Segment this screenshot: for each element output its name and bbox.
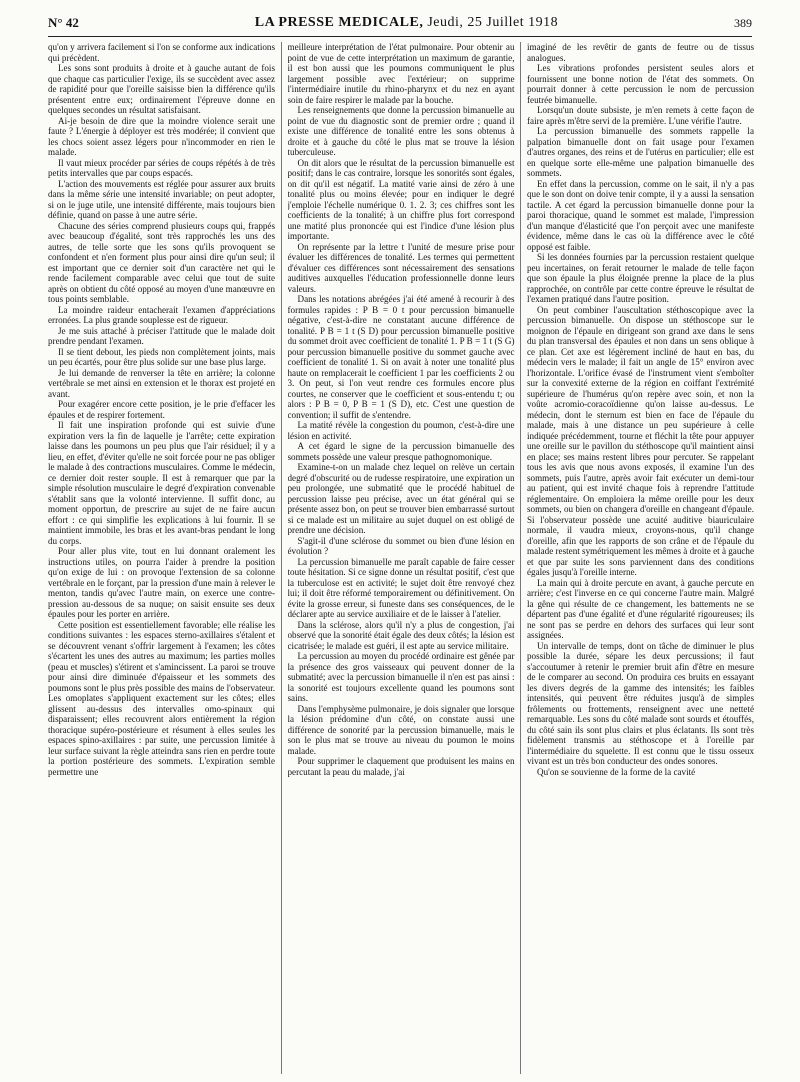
paragraph: Pour exagérer encore cette position, je le prie d'effacer les épaules et de respirer fortement. [48,399,275,420]
paragraph: Dans l'emphysème pulmonaire, je dois signaler que lorsque la lésion prédomine d'un côté, on constate aussi une différence de sonorité par la percussion bimanuelle, mais le son le plus mat se trouve au niveau du poumon le moins malade. [287,703,515,756]
paragraph: Il vaut mieux procéder par séries de coups répétés à de très petits intervalles que par coups espacés. [48,157,275,178]
column-divider [281,42,282,1074]
paragraph: On dit alors que le résultat de la percussion bimanuelle est positif; dans le cas contraire, lorsque les sonorités sont égales, on dit qu'il est négatif. La matité varie ainsi de zéro à une tonalité plus ou moins élevée; pour en indiquer le degré j'emploie l'échelle numérique 0. 1. 2. 3; ces chiffres sont les coefficients de la tonalité; à un chiffre plus fort correspond une matité plus prononcée qui est l'indice d'une lésion plus importante. [287,157,515,241]
journal-name: LA PRESSE MEDICALE, [254,15,424,30]
paragraph: La main qui à droite percute en avant, à gauche percute en arrière; c'est l'inverse en ce qui concerne l'autre main. Malgré la gêne qui résulte de ce changement, les battements ne se départent pas d'une égalité et d'une régularité rigoureuses; ils ne sont pas se perdre en dehors des surfaces qui leur sont assignées. [527,577,754,640]
paragraph: Pour supprimer le claquement que produisent les mains en percutant la peau du malade, j'ai [287,756,515,777]
paragraph: A cet égard le signe de la percussion bimanuelle des sommets possède une valeur presque pathognomonique. [287,441,515,462]
paragraph: On représente par la lettre t l'unité de mesure prise pour évaluer les différences de tonalité. Les termes qui permettent d'évaluer ces différences sont nécessairement des sensations auditives auxquelles l'éducation professionnelle donne leurs valeurs. [287,241,515,294]
paragraph: Il se tient debout, les pieds non complètement joints, mais un peu écartés, pour être plus solide sur une base plus large. [48,346,275,367]
running-title [255,15,558,31]
paragraph: Lorsqu'un doute subsiste, je m'en remets à cette façon de faire après m'être servi de la première. L'une vérifie l'autre. [527,105,754,126]
page-header [48,10,752,37]
paragraph: meilleure interprétation de l'état pulmonaire. Pour obtenir au point de vue de cette interprétation un maximum de garantie, il est bon aussi que les poumons communiquent le plus largement possible avec l'extérieur; on supprime l'intermédiaire inutile du rhino-pharynx et du nez en ayant soin de faire respirer le malade par la bouche. [287,42,515,105]
paragraph: imaginé de les revêtir de gants de feutre ou de tissus analogues. [527,42,754,63]
paragraph: Examine-t-on un malade chez lequel on relève un certain degré d'obscurité ou de rudesse respiratoire, une expiration un peu prolongée, une submatité que le procédé habituel de percussion laisse peu précise, avec un état général qui se présente assez bon, on peut se trouver bien embarrassé surtout si ce malade est un militaire au sujet duquel on est obligé de prendre une décision. [287,462,515,535]
paragraph: Cette position est essentiellement favorable; elle réalise les conditions suivantes : les espaces sterno-axillaires s'étalent et se découvrent venant s'offrir largement à l'examen; les côtes s'écartent les unes des autres au maximum; les parties molles (peau et muscles) s'étirent et s'amincissent. La paroi se trouve pour ainsi dire diminuée d'épaisseur et les sommets des poumons sont le plus près possible des mains de l'observateur. Les omoplates s'appliquent exactement sur les côtes; elles glissent au-dessus des intervalles omo-spinaux qui disparaissent; elles recouvrent alors entièrement la région thoracique supéro-postérieure et résument à elles seules les espaces spino-axillaires : par suite, une percussion limitée à leur surface suivant la règle atteindra sans rien en perdre toute la portion postérieure des sommets. L'expiration semble permettre une [48,619,275,777]
paragraph: Les sons sont produits à droite et à gauche autant de fois que chaque cas particulier l'exige, ils se succèdent avec assez de rapidité pour que l'oreille saisisse bien la différence qu'ils présentent entre eux; ordinairement l'épreuve donne en quelques secondes un résultat satisfaisant. [48,63,275,115]
paragraph: La percussion bimanuelle me paraît capable de faire cesser toute hésitation. Si ce signe donne un résultat positif, c'est que la tuberculose est en activité; le sujet doit être renvoyé chez lui; il doit être réformé temporairement ou définitivement. On évite la grosse erreur, si funeste dans ses conséquences, de le déclarer apte au service auxiliaire et de le laisser à l'atelier. [287,556,515,619]
paragraph: Un intervalle de temps, dont on tâche de diminuer le plus possible la durée, sépare les deux percussions; il faut s'accoutumer à retenir le premier bruit afin d'être en mesure de le comparer au second. On produira ces bruits en essayant les divers degrés de la gamme des intensités; les faibles intensités, qui peuvent être réduites jusqu'à de simples frôlements ou frottements, renseignent avec une netteté remarquable. Les sons du côté malade sont sourds et étouffés, du côté sain ils sont plus clairs et plus éclatants. Ils sont très fidèlement transmis au stéthoscope et à l'oreille par l'intermédiaire du squelette. Il est connu que le tissu osseux vivant est un très bon conducteur des ondes sonores. [527,640,754,766]
paragraph: Je lui demande de renverser la tête en arrière; la colonne vertébrale se met ainsi en extension et le thorax est projeté en avant. [48,367,275,399]
paragraph: Les renseignements que donne la percussion bimanuelle au point de vue du diagnostic sont de premier ordre ; quand il existe une différence de tonalité entre les sons obtenus à droite et à gauche du côté le plus mat se trouve la lésion tuberculeuse. [287,105,515,157]
paragraph: La percussion bimanuelle des sommets rappelle la palpation bimanuelle dont on fait usage pour l'examen d'autres organes, des reins et de l'utérus en particulier; elle est en quelque sorte elle-même une palpation bimanuelle des sommets. [527,126,754,178]
issue-number: N° 42 [48,15,79,30]
paragraph: Je me suis attaché à préciser l'attitude que le malade doit prendre pendant l'examen. [48,325,275,346]
column-3 [527,42,754,1074]
column-divider [520,42,521,1074]
paragraph: Il fait une inspiration profonde qui est suivie d'une expiration vers la fin de laquelle je l'arrête; cette expiration laisse dans les poumons un peu plus que l'air résiduel; il y a lieu, en effet, d'éviter qu'elle ne soit forcée pour ne pas obliger le malade à des contractions musculaires. Comme le médecin, ce dernier doit rester souple. Il est à remarquer que par la simple résolution musculaire le degré d'expiration convenable s'établit sans que la volonté intervienne. Il suffit donc, au moment opportun, de prescrire au sujet de ne faire aucun effort : ce qui simplifie les explications à lui fournir. Il se maintient immobile, les bras et les avant-bras pendant le long du corps. [48,420,275,546]
paragraph: La percussion au moyen du procédé ordinaire est gênée par la présence des gros vaisseaux qui peuvent donner de la submatité; avec la percussion bimanuelle il n'en est pas ainsi : la sonorité est toujours excellente quand les poumons sont sains. [287,651,515,703]
paragraph: La matité révèle la congestion du poumon, c'est-à-dire une lésion en activité. [287,420,515,441]
paragraph: L'action des mouvements est réglée pour assurer aux bruits dans la même série une intensité invariable; on peut adopter, si on le juge utile, une intensité différente, mais toujours bien définie, quand on passe à une autre série. [48,178,275,220]
text-columns [48,42,754,1074]
paragraph: Ai-je besoin de dire que la moindre violence serait une faute ? L'énergie à déployer est très modérée; il convient que les chocs soient assez légers pour n'incommoder en rien le malade. [48,115,275,157]
paragraph: On peut combiner l'auscultation stéthoscopique avec la percussion bimanuelle. On dispose un stéthoscope sur le moignon de l'épaule en dirigeant son grand axe dans le sens du plan transversal des épaules et non dans un sens oblique à ce plan. Cet axe est légèrement incliné de haut en bas, du médecin vers le malade; il fait un angle de 15° environ avec l'horizontale. L'orifice évasé de l'instrument vient s'emboîter sur la convexité externe de la région en coiffant l'extrémité supérieure de l'humérus qu'on repère avec soin, et non la voûte acromio-coracoïdienne qu'on laisse au-dessus. Le médecin, dont le sternum est bien en face de l'épaule du malade, mais à une distance un peu supérieure à celle indiquée précédemment, tourne et fléchit la tête pour appuyer une oreille sur le pavillon du stéthoscope qu'il maintient ainsi en place; ses mains restent libres pour percuter. Se rappelant tous les avis que nous avons exposés, il examine l'un des sommets, puis l'autre, après avoir fait exécuter un demi-tour au patient, qui est invité chaque fois à reprendre l'attitude réglementaire. On emploiera la même oreille pour les deux sommets, ou bien on changera d'oreille en changeant d'épaule. Si l'observateur possède une acuité auditive biauriculaire normale, il vaudra mieux, croyons-nous, qu'il change d'oreille, afin que les rapports de son crâne et de l'épaule du malade restent symétriquement les mêmes à droite et à gauche et que par suite les sons parviennent dans des conditions égales jusqu'à l'oreille interne. [527,304,754,577]
paragraph: S'agit-il d'une sclérose du sommet ou bien d'une lésion en évolution ? [287,535,515,556]
paragraph: En effet dans la percussion, comme on le sait, il n'y a pas que le son dont on doive tenir compte, il y a aussi la sensation tactile. A cet égard la percussion bimanuelle donne pour la paroi thoracique, quand le sommet est malade, l'impression d'un manque d'élasticité que l'on perçoit avec une manifeste évidence, même dans le cas où la différence avec le côté opposé est faible. [527,178,754,252]
paragraph: La moindre raideur entacherait l'examen d'appréciations erronées. La plus grande souplesse est de rigueur. [48,304,275,325]
paragraph: Dans les notations abrégées j'ai été amené à recourir à des formules rapides : P B = 0 t pour percussion bimanuelle négative, c'est-à-dire ne constatant aucune différence de tonalité. P B = 1 t (S D) pour percussion bimanuelle positive du sommet droit avec coefficient de tonalité 1. P B = 1 t (S G) pour percussion bimanuelle positive du sommet gauche avec coefficient de tonalité 1. Si on avait à noter une tonalité plus haute on remplacerait le coefficient 1 par les coefficients 2 ou 3. On peut, si l'on veut rendre ces formules encore plus courtes, ne conserver que le coefficient et sous-entendu t; ou alors : P B = 0, P B = 1 (S D), etc. C'est une question de convention; il suffit de s'entendre. [287,294,515,420]
paragraph: Pour aller plus vite, tout en lui donnant oralement les instructions utiles, on pourra l'aider à prendre la position qu'on exige de lui : on provoque l'extension de sa colonne vertébrale en le forçant, par la pression d'une main à relever le menton, tandis qu'avec l'autre main, on exerce une contre-pression au-dessous de sa nuque; on saisit ensuite ses deux épaules pour les porter en arrière. [48,546,275,619]
page-number: 389 [734,15,752,30]
paragraph: qu'on y arrivera facilement si l'on se conforme aux indications qui précèdent. [48,42,275,63]
paragraph: Les vibrations profondes persistent seules alors et fournissent une bonne notion de l'état des sommets. On pourrait donner à cette percussion le nom de percussion feutrée bimanuelle. [527,63,754,105]
paragraph: Chacune des séries comprend plusieurs coups qui, frappés avec beaucoup d'égalité, sont très rapprochés les uns des autres, de telle sorte que les sons qu'ils provoquent se confondent et n'en forment plus pour ainsi dire qu'un seul; il est important que ce dernier soit d'un caractère net qui le rende facilement comparable avec celui que tout de suite après on obtient du côté opposé au moyen d'une manœuvre en tous points semblable. [48,220,275,304]
column-1 [48,42,275,1074]
paragraph: Si les données fournies par la percussion restaient quelque peu incertaines, on ferait retourner le malade de telle façon que son épaule la plus éloignée prenne la place de la plus rapprochée, on contrôle par cette contre épreuve le résultat de l'examen pratiqué dans l'autre position. [527,252,754,304]
paragraph: Dans la sclérose, alors qu'il n'y a plus de congestion, j'ai observé que la sonorité était égale des deux côtés; la lésion est cicatrisée; le malade est guéri, il est apte au service militaire. [287,619,515,651]
issue-date: Jeudi, 25 Juillet 1918 [427,15,559,30]
column-2 [288,42,515,1074]
paragraph: Qu'on se souvienne de la forme de la cavité [537,766,696,777]
